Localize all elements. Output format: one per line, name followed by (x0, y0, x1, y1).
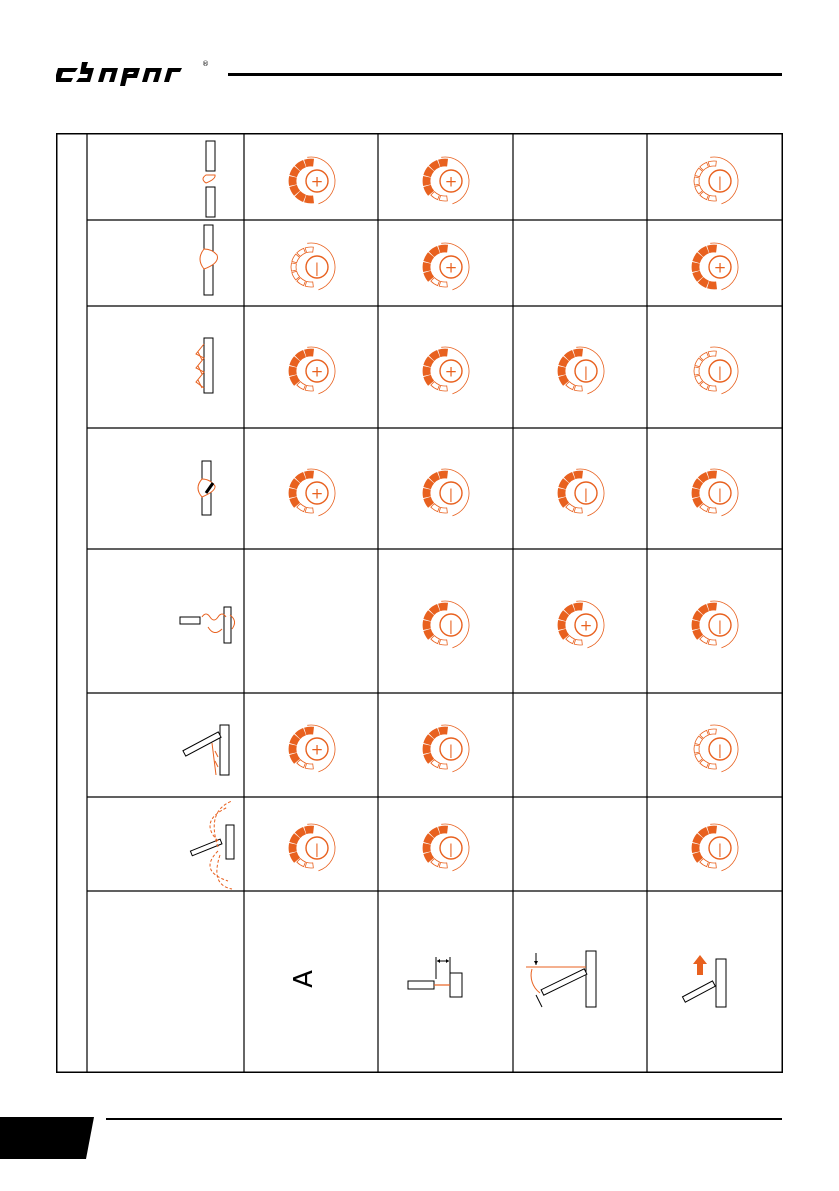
page-number-tab (0, 1117, 94, 1159)
wire-feed-icon (180, 607, 235, 643)
dial-segment (694, 745, 699, 753)
dial-sign: | (717, 175, 723, 191)
dial-icon (694, 347, 738, 394)
dial-sign: | (448, 842, 454, 858)
dial-sign: + (310, 172, 324, 191)
dial-icon (558, 469, 604, 516)
dial-sign: | (583, 365, 589, 381)
dial-segment (574, 349, 583, 357)
dial-icon (558, 601, 604, 648)
dial-segment (700, 636, 709, 644)
dial-segment (431, 382, 440, 390)
stickout-length-icon (408, 957, 462, 997)
dial-segment (305, 247, 313, 253)
dial-segment (708, 471, 717, 479)
dial-icon (692, 469, 738, 516)
dial-segment (423, 176, 430, 185)
dial-icon (289, 824, 335, 871)
dial-segment (439, 507, 447, 513)
torch-angle-icon (183, 725, 229, 775)
dial-icon (423, 157, 469, 204)
dial-segment (423, 620, 430, 629)
footer-rule (106, 1118, 782, 1120)
dial-segment (439, 763, 447, 769)
dial-segment (439, 245, 448, 253)
dial-icon (423, 469, 469, 516)
dial-sign: + (579, 616, 593, 635)
dial-segment (305, 763, 313, 769)
dial-segment (289, 366, 296, 375)
dial-segment (695, 753, 703, 762)
dial-segment (439, 159, 448, 167)
dial-icon (291, 243, 335, 290)
dial-segment (423, 262, 430, 271)
dial-segment (423, 843, 430, 852)
dial-segment (700, 504, 709, 512)
dial-sign: + (444, 172, 458, 191)
dial-segment (423, 488, 430, 497)
dial-sign: | (583, 487, 589, 503)
dial-icon (289, 157, 335, 204)
dial-sign: + (713, 258, 727, 277)
butt-joint-icon (203, 141, 215, 217)
adjustment-table (56, 133, 783, 1073)
dial-segment (439, 862, 447, 868)
dial-segment (305, 507, 313, 513)
dial-sign: | (448, 487, 454, 503)
brand-logo (56, 52, 216, 88)
dial-segment (558, 488, 565, 497)
dial-segment (692, 488, 699, 497)
torch-tilt-angle-icon (526, 951, 596, 1007)
dial-segment (574, 385, 582, 391)
dial-icon (692, 824, 738, 871)
dial-segment (574, 471, 583, 479)
dial-sign: | (717, 487, 723, 503)
dial-segment (700, 192, 709, 200)
dial-segment (439, 826, 448, 834)
dial-segment (297, 504, 306, 512)
penetration-icon (198, 461, 215, 515)
dial-segment (439, 639, 447, 645)
dial-segment (695, 168, 703, 177)
dial-segment (292, 271, 300, 280)
dial-segment (305, 471, 314, 479)
dial-segment (708, 862, 716, 868)
dial-segment (692, 262, 699, 271)
dial-segment (297, 382, 306, 390)
ampere-icon (289, 970, 319, 988)
travel-direction-icon (682, 955, 726, 1007)
dial-segment (574, 639, 582, 645)
dial-segment (297, 248, 306, 256)
dial-icon (692, 243, 738, 290)
dial-icon (423, 243, 469, 290)
dial-segment (305, 281, 313, 287)
dial-segment (431, 636, 440, 644)
dial-segment (297, 859, 306, 867)
dial-segment (289, 744, 296, 753)
dial-segment (708, 639, 716, 645)
dial-sign: + (310, 740, 324, 759)
dial-segment (694, 177, 699, 185)
dial-segment (708, 507, 716, 513)
dial-sign: + (310, 362, 324, 381)
dial-segment (423, 366, 430, 375)
dial-segment (291, 263, 296, 271)
dial-segment (297, 760, 306, 768)
dial-icon (423, 725, 469, 772)
dial-segment (558, 366, 565, 375)
dial-segment (439, 603, 448, 611)
dial-sign: | (314, 842, 320, 858)
dial-segment (305, 385, 313, 391)
dial-segment (289, 176, 296, 185)
dial-segment (695, 736, 703, 745)
dial-sign: | (717, 619, 723, 635)
dial-segment (439, 349, 448, 357)
dial-segment (695, 375, 703, 384)
dial-segment (305, 349, 314, 357)
dial-segment (708, 763, 716, 769)
dial-segment (431, 504, 440, 512)
dial-segment (292, 254, 300, 263)
dial-segment (439, 471, 448, 479)
dial-segment (305, 727, 314, 735)
dial-segment (297, 278, 306, 286)
dial-segment (439, 727, 448, 735)
dial-sign: | (314, 261, 320, 277)
svg-text:A: A (289, 970, 319, 988)
registered-mark: ® (202, 60, 209, 68)
dial-icon (289, 725, 335, 772)
dial-segment (692, 843, 699, 852)
dial-segment (289, 843, 296, 852)
dial-segment (700, 162, 709, 170)
dial-segment (708, 195, 716, 201)
dial-segment (708, 603, 717, 611)
dial-segment (708, 826, 717, 834)
dial-segment (708, 351, 716, 357)
dial-segment (694, 367, 699, 375)
dial-segment (305, 159, 314, 167)
dial-icon (423, 347, 469, 394)
dial-icon (289, 469, 335, 516)
dial-icon (423, 824, 469, 871)
dial-segment (692, 620, 699, 629)
dial-segment (289, 488, 296, 497)
dial-segment (431, 859, 440, 867)
lap-bead-icon (200, 225, 217, 295)
header-rule (228, 73, 782, 76)
dial-segment (574, 603, 583, 611)
dial-icon (694, 157, 738, 204)
dial-segment (708, 245, 717, 253)
dial-segment (695, 185, 703, 194)
dial-segment (566, 504, 575, 512)
dial-segment (305, 862, 313, 868)
dial-segment (566, 636, 575, 644)
dial-segment (423, 744, 430, 753)
dial-segment (431, 278, 440, 286)
dial-icon (558, 347, 604, 394)
dial-sign: + (310, 484, 324, 503)
dial-segment (700, 730, 709, 738)
dial-segment (574, 507, 582, 513)
dial-segment (566, 382, 575, 390)
dial-sign: | (448, 743, 454, 759)
dial-icon (289, 347, 335, 394)
dial-segment (700, 760, 709, 768)
dial-segment (431, 760, 440, 768)
dial-segment (700, 859, 709, 867)
dial-segment (708, 281, 717, 289)
dial-sign: | (717, 842, 723, 858)
dial-segment (708, 385, 716, 391)
dial-sign: + (444, 258, 458, 277)
dial-segment (305, 826, 314, 834)
dial-segment (305, 195, 314, 203)
dial-segment (708, 729, 716, 735)
dial-segment (439, 281, 447, 287)
dial-sign: | (448, 619, 454, 635)
dial-segment (439, 195, 447, 201)
dial-segment (431, 192, 440, 200)
dial-segment (558, 620, 565, 629)
dial-icon (692, 601, 738, 648)
dial-icon (423, 601, 469, 648)
dial-sign: | (717, 365, 723, 381)
dial-icon (694, 725, 738, 772)
dial-segment (695, 358, 703, 367)
dial-segment (708, 161, 716, 167)
dial-sign: | (717, 743, 723, 759)
dial-segment (700, 382, 709, 390)
dial-segment (439, 385, 447, 391)
dial-sign: + (444, 362, 458, 381)
gas-flow-icon (190, 801, 234, 889)
spatter-icon (196, 338, 213, 393)
dial-segment (700, 352, 709, 360)
